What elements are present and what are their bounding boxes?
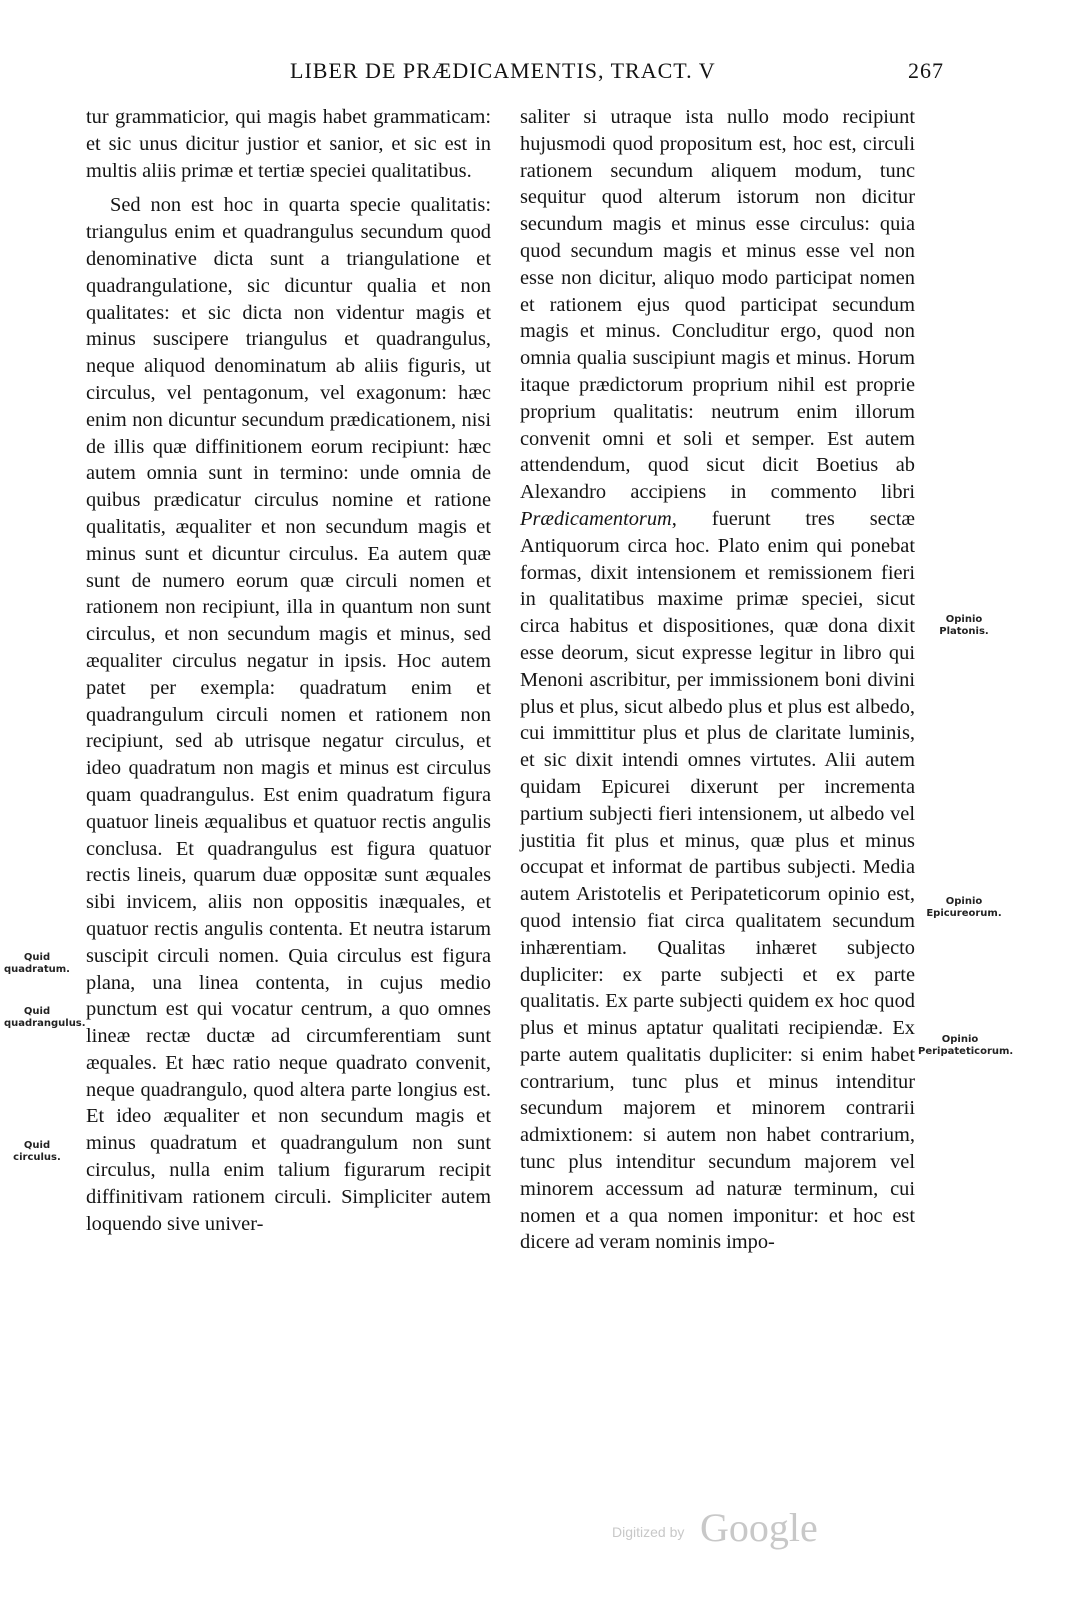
margin-note-opinio-platonis: Opinio Platonis. [939,614,989,637]
left-paragraph-1: tur grammaticior, qui magis habet grammaticam: et sic unus dicitur justior et sanior, et sic est in multis aliis primæ et tertiæ speciei qualitatibus. [86,106,491,182]
right-paragraph-1-end: , fuerunt tres sectæ Antiquorum circa hoc. Plato enim qui ponebat formas, dixit intensionem et remissionem fieri in qualitatibus maxime primæ speciei, sicut circa habitus et dispositiones, quæ dona dixit esse deorum, sicut expresse legitur in libro qui Menoni ascribitur, per immissionem boni divini plus et plus, sicut albedo plus et plus est albedo, cui immittitur plus et plus de claritate luminis, et sic dixit intendi omnes virtutes. Alii autem quidam Epicurei dixerunt per incrementa partium subjecti fieri intensionem, ut albedo vel justitia fit plus et minus, quæ plus et minus occupat et informat de partibus subjecti. Media autem Aristotelis et Peripateticorum opinio est, quod intensio fiat circa qualitatem secundum inhærentiam. Qualitas inhæret subjecto dupliciter: ex parte subjecti et ex parte qualitatis. Ex parte subjecti quidem ex hoc quod plus et minus aptatur qualitati recipiendæ. Ex parte autem qualitatis dupliciter: si enim habet contrarium, tunc plus et minus intenditur secundum majorem et minorem contrarii admixtionem: si autem non habet contrarium, tunc plus intenditur secundum majorem vel minorem accessum ad naturæ terminum, cui nomen et a qua nomen imponitur: et hoc est dicere ad veram nominis impo- [520,507,915,1254]
margin-note-quid-quadrangulus: Quid quadrangulus. [4,1006,86,1029]
right-paragraph-1 [520,104,915,1256]
left-paragraph-2: Sed non est hoc in quarta specie qualitatis: triangulus enim et quadrangulus secundum quod denominative dicta sunt a triangulatione et quadrangulatione, sic dicuntur qualia et non qualitates: et sic dicta non videntur magis et minus suscipere triangulus et quadrangulus, neque aliquod denominatum ab aliis figuris, ut circulus, vel pentagonum, vel exagonum: hæc enim non dicuntur secundum prædicationem, nisi de illis quæ diffinitionem eorum recipiunt: hæc autem omnia sunt in termino: unde omnia de quibus prædicatur circulus nomine et ratione qualitatis, æqualiter et non secundum magis et minus sunt et dicuntur circulus. Ea autem quæ sunt de numero eorum quæ circuli nomen et rationem non recipiunt, illa in quantum non sunt circulus, et non secundum magis et minus, sed æqualiter circulus negatur in ipsis. Hoc autem patet per exempla: quadratum enim et quadrangulum circuli nomen et rationem non recipiunt, sed ab utrisque negatur circulus, et ideo quadratum non magis et minus est circulus quam quadrangulus. Est enim quadratum figura quatuor lineis æqualibus et quatuor rectis angulis conclusa. Et quadrangulus est figura quatuor rectis lineis, quarum duæ oppositæ sunt æquales sibi invicem, aliis non oppositis inæquales, et quatuor rectis angulis contenta. Et neutra istarum suscipit circuli nomen. Quia circulus est figura plana, una linea contenta, in cujus medio punctum est qui vocatur centrum, a quo omnes lineæ rectæ ductæ ad circumferentiam sunt æquales. Et hæc ratio neque quadrato convenit, neque quadrangulo, quod altera parte longius est. Et ideo æqualiter et non secundum magis et minus quadratum et quadrangulum non sunt circulus, nulla enim talium figurarum recipit diffinitivam rationem circuli. Simpliciter autem loquendo sive univer- [86,194,491,1235]
margin-note-quid-circulus: Quid circulus. [13,1140,61,1163]
watermark-small-text: Digitized by [612,1524,685,1540]
page-number: 267 [908,58,944,83]
margin-note-quid-quadratum: Quid quadratum. [4,952,70,975]
book-title-italic: Prædicamentorum [520,507,672,530]
margin-note-opinio-epicureorum: Opinio Epicureorum. [926,896,1002,919]
left-column [86,104,491,1237]
right-paragraph-1-start: saliter si utraque ista nullo modo recipiunt hujusmodi quod propositum est, hoc est, circuli rationem secundum aliquem modum, tunc sequitur quod alterum istorum non dicitur secundum magis et minus esse circulus: quia quod secundum magis et minus esse vel non esse non dicitur, aliquo modo participat nomen et rationem ejus quod participat secundum magis et minus. Concluditur ergo, quod non omnia qualia suscipiunt magis et minus. Horum itaque prædictorum proprium nihil est proprie proprium qualitatis: neutrum enim illorum convenit omni et soli et semper. Est autem attendendum, quod sicut dicit Boetius ab Alexandro accipiens in commento libri [520,106,915,504]
margin-note-opinio-peripateticorum: Opinio Peripateticorum. [918,1034,1014,1057]
google-logo: Google [700,1505,818,1550]
right-column [520,104,915,1256]
page-header [290,58,980,88]
running-title: LIBER DE PRÆDICAMENTIS, TRACT. V [290,58,716,83]
digitized-watermark [612,1502,852,1552]
